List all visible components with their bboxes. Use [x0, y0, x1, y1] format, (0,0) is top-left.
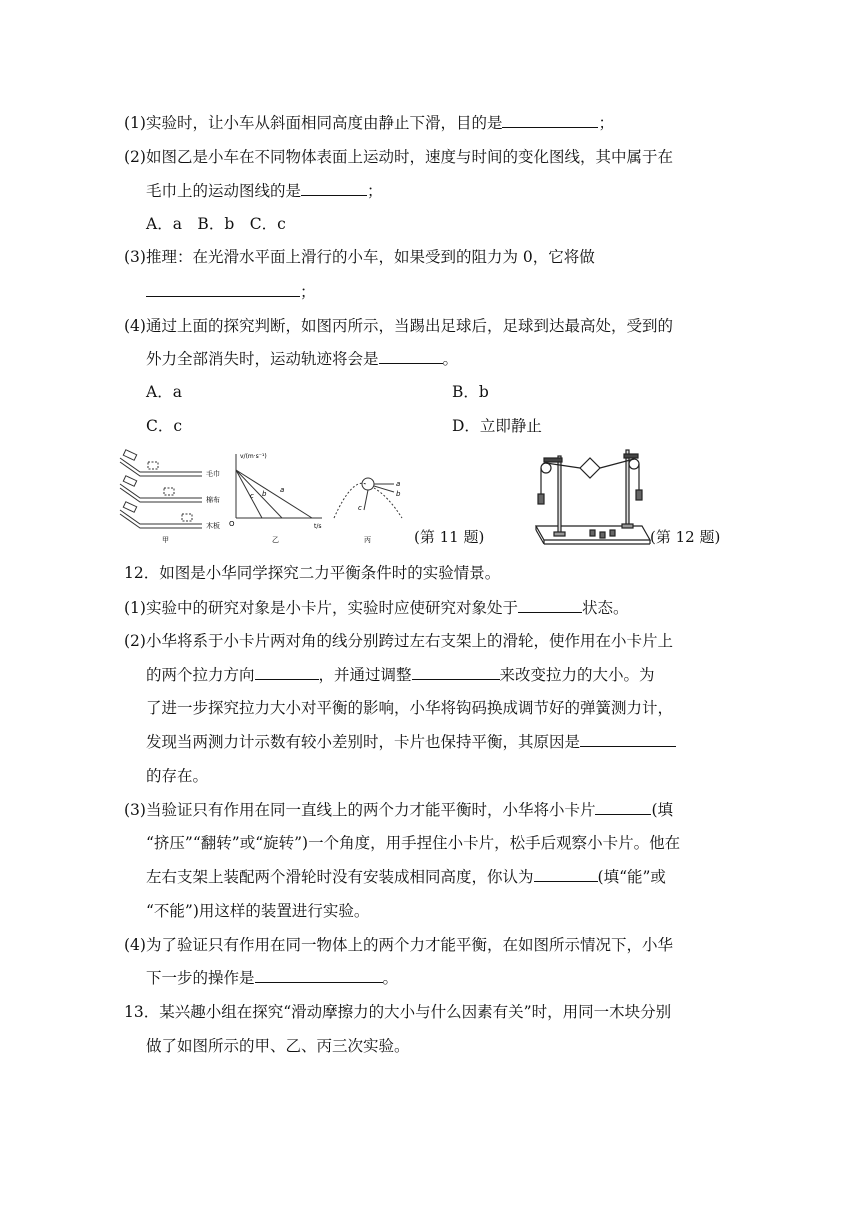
q11-option-b: B．b [452, 383, 489, 401]
ball-path-label-b: b [396, 490, 401, 498]
answer-blank[interactable] [146, 281, 300, 297]
figure-12-caption: (第 12 题) [650, 528, 721, 546]
label-bing: 丙 [364, 536, 371, 544]
surface-label-towel: 毛巾 [206, 470, 220, 478]
q12-part1: (1)实验中的研究对象是小卡片，实验时应使研究对象处于 状态。 [124, 599, 629, 617]
answer-blank[interactable] [301, 180, 367, 196]
figure-11-caption: (第 11 题) [414, 528, 485, 546]
q13-line1: 13．某兴趣小组在探究“滑动摩擦力的大小与什么因素有关”时，用同一木块分别 [124, 1003, 672, 1021]
q11-part1: (1)实验时，让小车从斜面相同高度由静止下滑，目的是 ； [124, 114, 614, 132]
q12-part3-line3: 左右支架上装配两个滑轮时没有安装成相同高度，你认为 (填“能”或 [146, 868, 666, 886]
graph-line-label-b: b [262, 490, 267, 498]
answer-blank[interactable] [595, 799, 651, 815]
q12-part3-line1: (3)当验证只有作用在同一直线上的两个力才能平衡时，小华将小卡片 (填 [124, 801, 674, 819]
q12-part2-line1: (2)小华将系于小卡片两对角的线分别跨过左右支架上的滑轮，使作用在小卡片上 [124, 632, 673, 650]
surface-label-wood: 木板 [206, 522, 220, 530]
q11-part3-line1: (3)推理：在光滑水平面上滑行的小车，如果受到的阻力为 0，它将做 [124, 248, 595, 266]
answer-blank[interactable] [255, 664, 319, 680]
q12-title: 12．如图是小华同学探究二力平衡条件时的实验情景。 [124, 564, 501, 582]
label-yi: 乙 [272, 536, 279, 544]
ball-path-label-a: a [396, 480, 401, 488]
q13-line2: 做了如图所示的甲、乙、丙三次实验。 [146, 1037, 410, 1055]
label-jia: 甲 [162, 536, 169, 544]
answer-blank[interactable] [379, 348, 443, 364]
graph-origin: O [229, 520, 235, 528]
q11-option-c: C．c [146, 417, 183, 435]
graph-x-axis-label: t/s [314, 523, 322, 530]
answer-blank[interactable] [534, 866, 598, 882]
graph-line-label-a: a [280, 486, 285, 494]
q11-option-a: A．a [146, 383, 182, 401]
q11-part4-line1: (4)通过上面的探究判断，如图丙所示，当踢出足球后，足球到达最高处，受到的 [124, 317, 673, 335]
answer-blank[interactable] [580, 731, 676, 747]
ball-trajectory [334, 478, 402, 518]
q12-part2-line2: 的两个拉力方向 ，并通过调整 来改变拉力的大小。为 [146, 666, 655, 684]
answer-blank[interactable] [502, 112, 598, 128]
q11-part3-line2: ； [146, 281, 316, 303]
q11-part2-line2: 毛巾上的运动图线的是 ； [146, 182, 383, 200]
q12-part3-line4: “不能”)用这样的装置进行实验。 [146, 902, 370, 920]
q12-part3-line2: “挤压”“翻转”或“旋转”)一个角度，用手捏住小卡片，松手后观察小卡片。他在 [146, 834, 681, 852]
figure-12 [530, 446, 654, 552]
answer-blank[interactable] [255, 967, 383, 983]
q12-part2-line4: 发现当两测力计示数有较小差别时，卡片也保持平衡，其原因是 [146, 731, 676, 753]
q11-part2-options: A．a B．b C．c [146, 215, 286, 233]
q12-part2-line3: 了进一步探究拉力大小对平衡的影响，小华将钩码换成调节好的弹簧测力计， [146, 699, 674, 717]
vt-graph [236, 454, 322, 518]
q11-option-d: D．立即静止 [452, 417, 542, 435]
ball-path-label-c: c [358, 504, 362, 512]
q12-part2-line5: 的存在。 [146, 767, 209, 785]
graph-line-label-c: c [250, 492, 254, 500]
q12-part4-line1: (4)为了验证只有作用在同一物体上的两个力才能平衡，在如图所示情况下，小华 [124, 936, 673, 954]
q11-part2-line1: (2)如图乙是小车在不同物体表面上运动时，速度与时间的变化图线，其中属于在 [124, 148, 673, 166]
q11-part4-line2: 外力全部消失时，运动轨迹将会是 。 [146, 350, 459, 368]
graph-y-axis-label: v/(m·s⁻¹) [240, 453, 267, 460]
incline-setups [120, 450, 202, 528]
q12-part4-line2: 下一步的操作是 。 [146, 969, 399, 987]
surface-label-cotton: 棉布 [206, 496, 220, 504]
answer-blank[interactable] [412, 664, 500, 680]
answer-blank[interactable] [518, 597, 582, 613]
